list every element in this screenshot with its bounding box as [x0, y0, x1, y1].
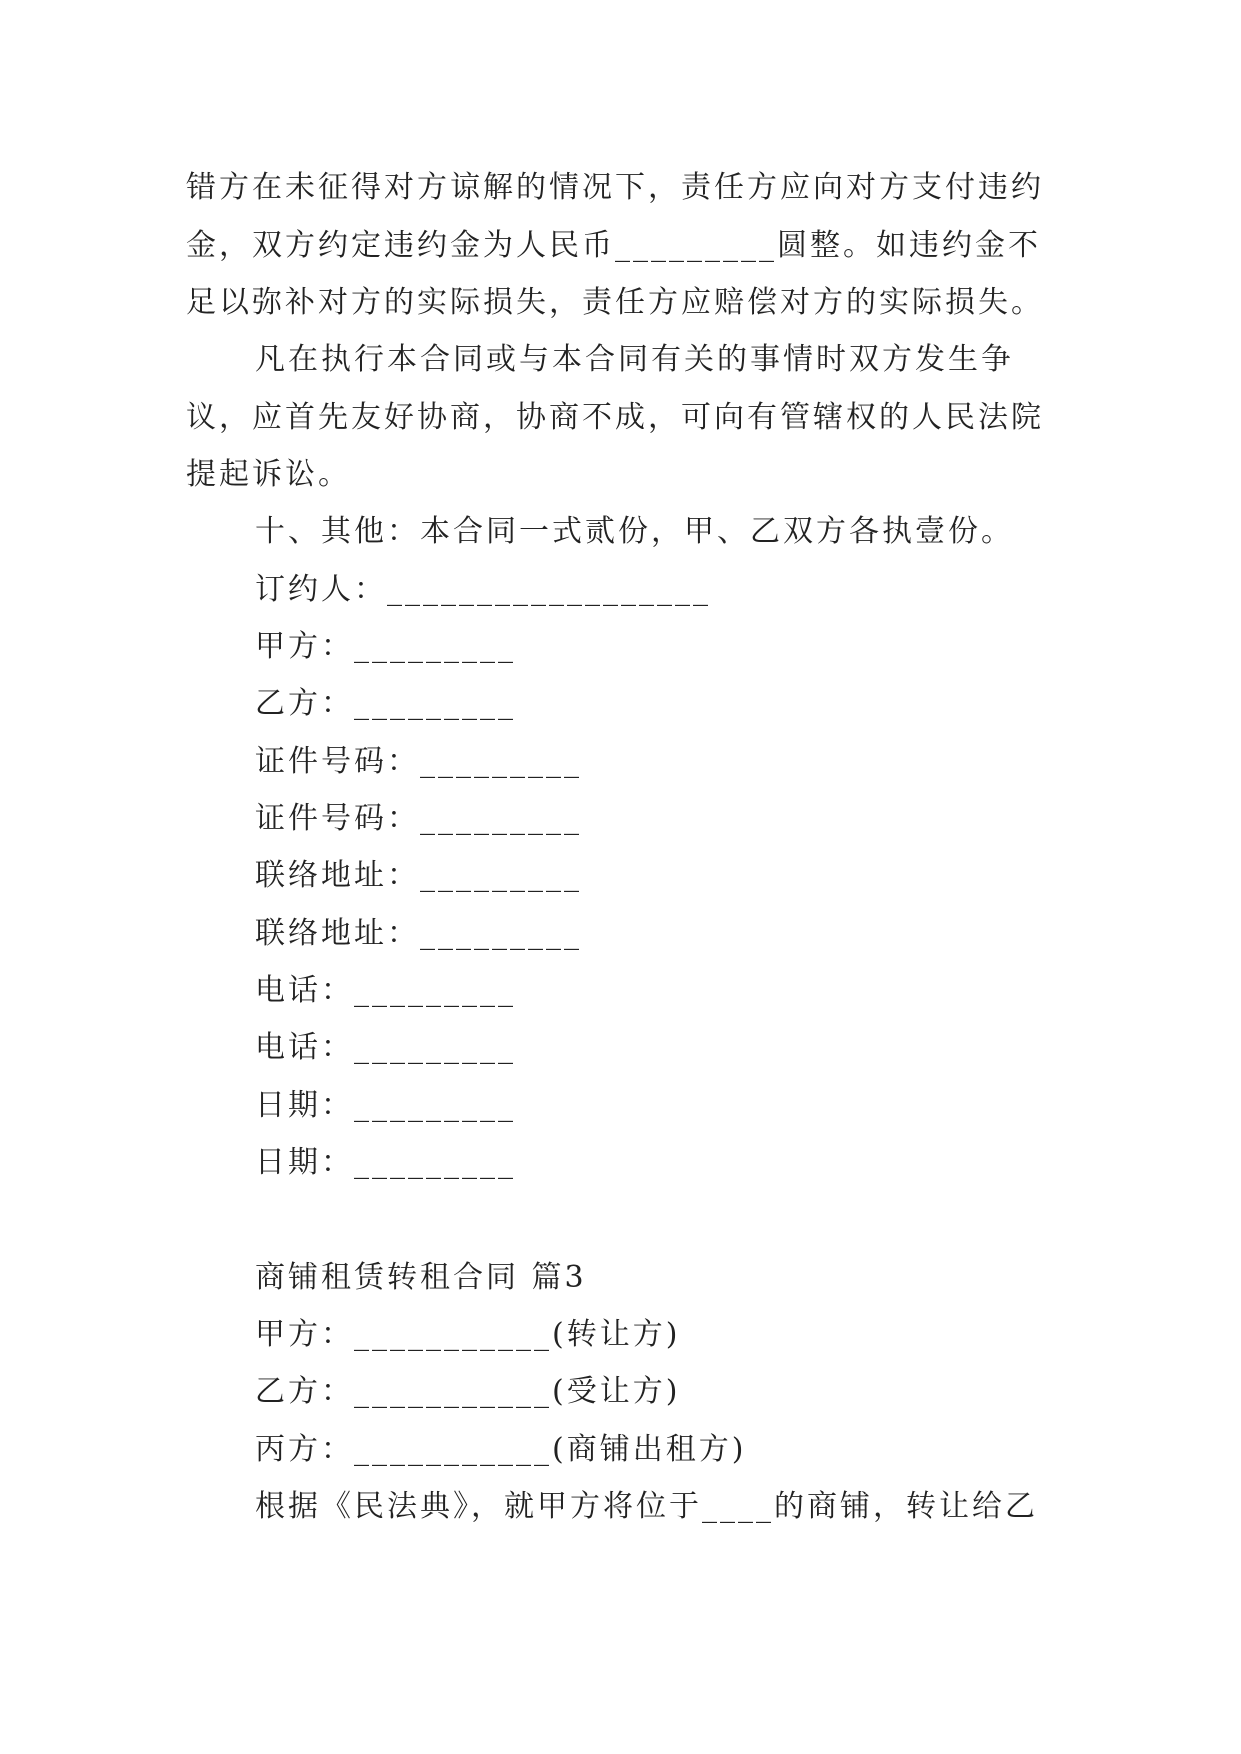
party-a-field: 甲方：___________(转让方): [255, 1317, 681, 1352]
date-field: 日期：_________: [255, 1145, 516, 1180]
id-number-field: 证件号码：_________: [255, 801, 582, 836]
paragraph-line: 提起诉讼。: [186, 457, 351, 492]
paragraph-line: 金，双方约定违约金为人民币_________圆整。如违约金不: [186, 228, 1041, 263]
address-field: 联络地址：_________: [255, 858, 582, 893]
paragraph-line: 错方在未征得对方谅解的情况下，责任方应向对方支付违约: [186, 170, 1044, 205]
paragraph-line: 足以弥补对方的实际损失，责任方应赔偿对方的实际损失。: [186, 285, 1044, 320]
id-number-field: 证件号码：_________: [255, 744, 582, 779]
signatory-field: 订约人：__________________: [255, 572, 711, 607]
clause-other: 十、其他：本合同一式贰份，甲、乙双方各执壹份。: [255, 514, 1014, 549]
address-field: 联络地址：_________: [255, 916, 582, 951]
paragraph-line: 议，应首先友好协商，协商不成，可向有管辖权的人民法院: [186, 400, 1044, 435]
party-c-field: 丙方：___________(商铺出租方): [255, 1432, 747, 1467]
paragraph-line: 凡在执行本合同或与本合同有关的事情时双方发生争: [255, 342, 1014, 377]
phone-field: 电话：_________: [255, 1030, 516, 1065]
paragraph-line: 根据《民法典》，就甲方将位于____的商铺，转让给乙: [255, 1489, 1038, 1524]
party-b-field: 乙方：___________(受让方): [255, 1374, 681, 1409]
party-b-field: 乙方：_________: [255, 686, 516, 721]
party-a-field: 甲方：_________: [255, 629, 516, 664]
date-field: 日期：_________: [255, 1088, 516, 1123]
phone-field: 电话：_________: [255, 973, 516, 1008]
section-title: 商铺租赁转租合同 篇3: [255, 1260, 587, 1295]
